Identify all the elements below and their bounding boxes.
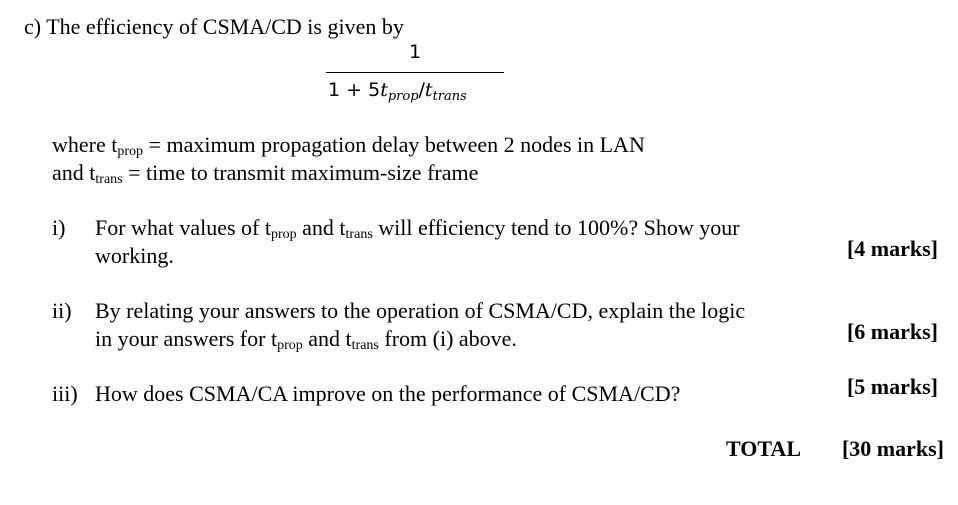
- question-iii-line1: How does CSMA/CA improve on the performance of CSMA/CD?: [95, 381, 681, 406]
- formula-denominator: [328, 78, 467, 102]
- definition-subscript: trans: [95, 172, 123, 187]
- question-i-marks: [4 marks]: [846, 236, 938, 261]
- question-subscript: prop: [270, 227, 297, 242]
- question-var: t: [345, 326, 352, 351]
- denominator-prefix: 1 + 5: [328, 79, 381, 101]
- denominator-t-trans: t: [424, 79, 433, 101]
- question-var: t: [270, 326, 278, 351]
- question-i-line2: working.: [95, 243, 174, 268]
- formula-numerator: 1: [408, 41, 422, 63]
- denominator-trans-subscript: trans: [432, 89, 467, 104]
- question-ii-line2: [95, 326, 517, 352]
- question-subscript: trans: [345, 227, 373, 242]
- definition-subscript: prop: [117, 144, 144, 159]
- question-text: in your answers for: [95, 326, 271, 351]
- question-subscript: prop: [277, 338, 303, 353]
- question-i-line1: [95, 215, 740, 241]
- fraction-bar: [326, 72, 504, 73]
- definition-text: = time to transmit maximum-size frame: [122, 160, 479, 185]
- question-iii-marks: [5 marks]: [846, 374, 938, 399]
- definition-var: t: [89, 160, 96, 185]
- definition-var: t: [111, 132, 118, 157]
- question-subscript: trans: [351, 338, 379, 353]
- question-text: will efficiency tend to 100%? Show your: [372, 215, 740, 240]
- question-text: and: [296, 215, 340, 240]
- question-var: t: [339, 215, 346, 240]
- question-label: c): [24, 14, 42, 39]
- question-ii-line1: By relating your answers to the operation of CSMA/CD, explain the logic: [95, 298, 746, 323]
- question-heading: [24, 14, 404, 40]
- efficiency-formula: [326, 40, 504, 104]
- total-label: TOTAL: [726, 436, 801, 461]
- question-text: and: [302, 326, 346, 351]
- question-text: For what values of: [95, 215, 265, 240]
- definition-tprop: [52, 132, 645, 158]
- definition-prefix: and: [52, 160, 90, 185]
- question-ii-marks: [6 marks]: [846, 319, 938, 344]
- question-iii-number: iii): [52, 381, 78, 406]
- definition-ttrans: [52, 160, 478, 186]
- denominator-slash: /: [418, 79, 425, 101]
- denominator-prop-subscript: prop: [387, 89, 419, 104]
- denominator-t-prop: t: [380, 79, 388, 101]
- definition-text: = maximum propagation delay between 2 nodes in LAN: [143, 132, 645, 157]
- question-i-number: i): [52, 215, 66, 240]
- definition-prefix: where: [52, 132, 112, 157]
- question-text: from (i) above.: [378, 326, 517, 351]
- question-ii-number: ii): [52, 298, 72, 323]
- question-var: t: [264, 215, 271, 240]
- question-heading-text: The efficiency of CSMA/CD is given by: [46, 14, 404, 39]
- total-marks: [30 marks]: [841, 436, 944, 461]
